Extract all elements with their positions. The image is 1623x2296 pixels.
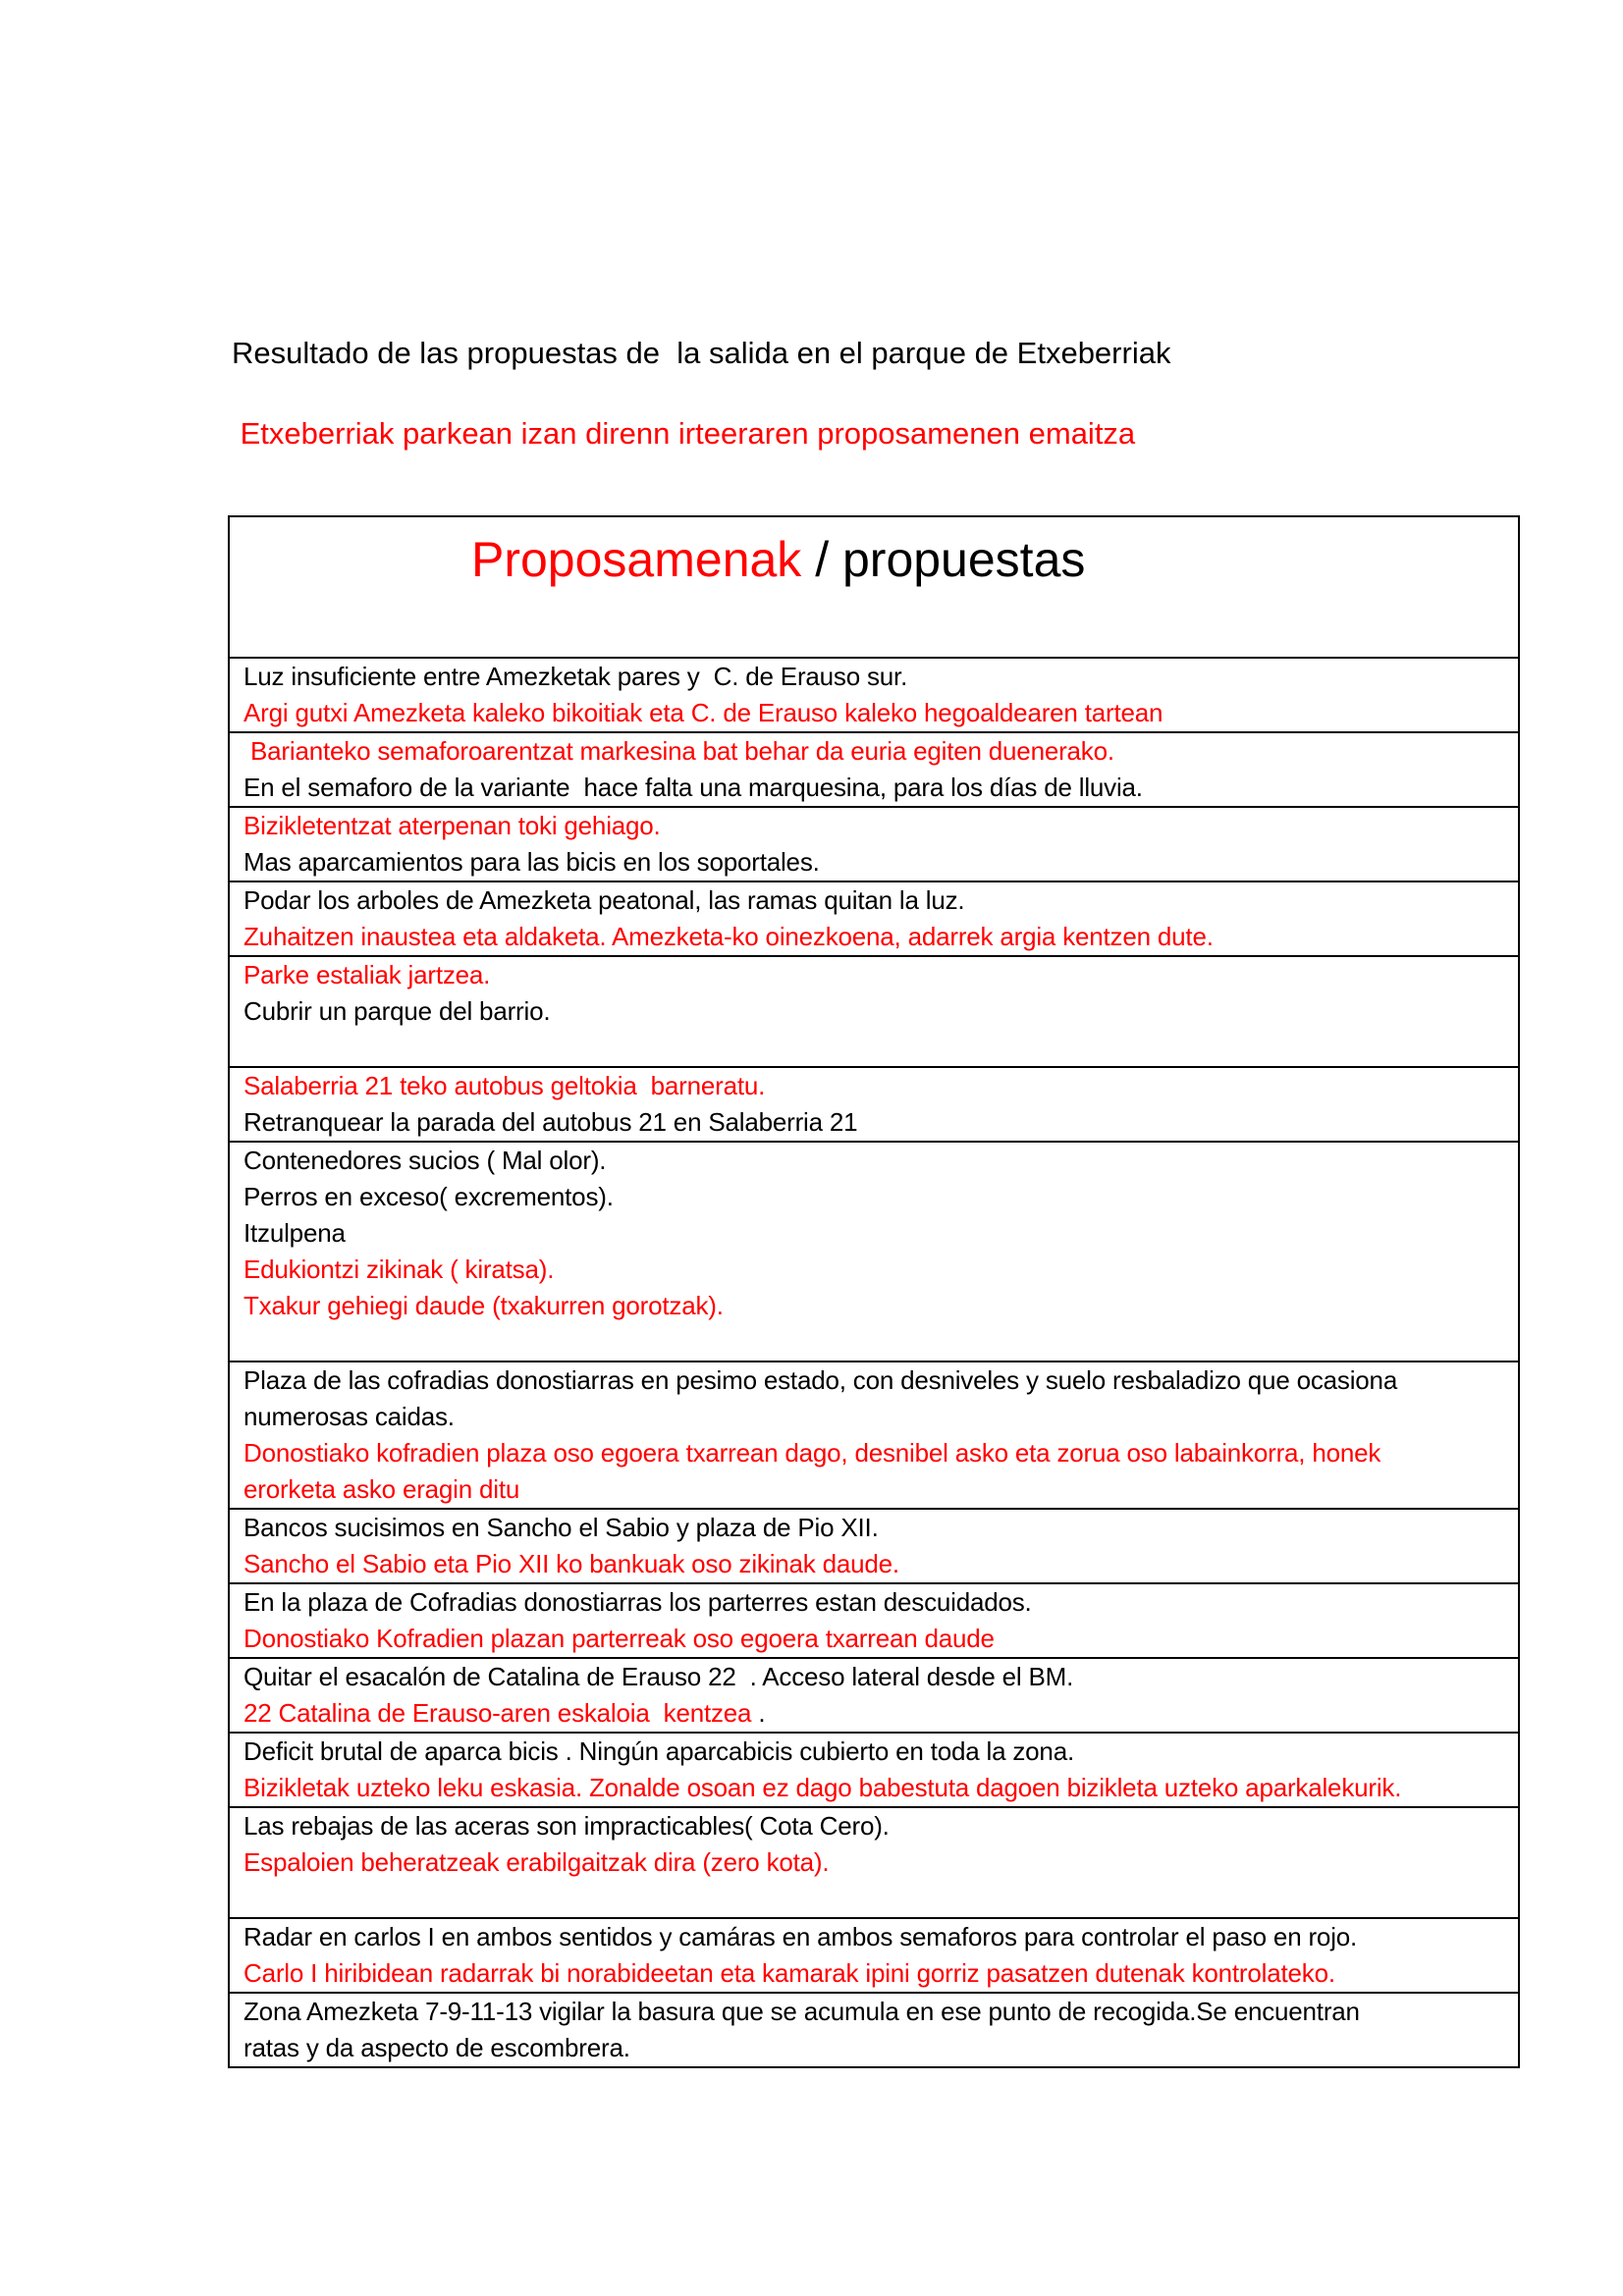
text-segment: Radar en carlos I en ambos sentidos y camáras en ambos semaforos para controlar el paso en rojo. [243, 1922, 1358, 1951]
text-segment: . [758, 1698, 766, 1728]
text-segment: Barianteko semaforoarentzat markesina bat behar da euria egiten duenerako. [243, 736, 1114, 766]
table-line [243, 1030, 1504, 1066]
table-line [243, 1734, 1504, 1770]
text-segment: numerosas caidas. [243, 1402, 455, 1431]
text-segment: Deficit brutal de aparca bicis . Ningún aparcabicis cubierto en toda la zona. [243, 1736, 1074, 1766]
table-line [243, 770, 1504, 806]
table-row [230, 1066, 1518, 1141]
text-segment: Zona Amezketa 7-9-11-13 vigilar la basura que se acumula en ese punto de recogida.Se encuentran [243, 1997, 1360, 2026]
table-row [230, 955, 1518, 1066]
text-segment: / propuestas [801, 532, 1086, 587]
table-row [230, 1657, 1518, 1732]
table-line [243, 733, 1504, 770]
text-segment: Bizikletentzat aterpenan toki gehiago. [243, 811, 661, 840]
table-line [243, 1695, 1504, 1732]
proposals-table [228, 515, 1520, 2068]
table-line [243, 1770, 1504, 1806]
table-line [243, 1215, 1504, 1252]
text-segment: Txakur gehiegi daude (txakurren gorotzak). [243, 1291, 724, 1320]
table-row [230, 806, 1518, 881]
table-line [243, 1252, 1504, 1288]
table-line [243, 1546, 1504, 1582]
table-line [243, 919, 1504, 955]
text-segment: En el semaforo de la variante hace falta una marquesina, para los días de lluvia. [243, 773, 1143, 802]
text-segment: Cubrir un parque del barrio. [243, 996, 551, 1026]
text-segment: Contenedores sucios ( Mal olor). [243, 1146, 607, 1175]
table-line [243, 659, 1504, 695]
table-row [230, 1917, 1518, 1992]
text-segment: Quitar el esacalón de Catalina de Erauso 22 . Acceso lateral desde el BM. [243, 1662, 1074, 1691]
table-line [243, 1143, 1504, 1179]
table-line [243, 1994, 1504, 2030]
text-segment: ratas y da aspecto de escombrera. [243, 2033, 630, 2062]
text-segment: 22 Catalina de Erauso-aren eskaloia kentzea [243, 1698, 759, 1728]
text-segment: Argi gutxi Amezketa kaleko bikoitiak eta C. de Erauso kaleko hegoaldearen tartean [243, 698, 1163, 727]
text-segment: Proposamenak [471, 532, 802, 587]
table-line [243, 1510, 1504, 1546]
text-segment: Bancos sucisimos en Sancho el Sabio y plaza de Pio XII. [243, 1513, 879, 1542]
text-segment: Mas aparcamientos para las bicis en los soportales. [243, 847, 820, 877]
table-line [243, 2030, 1504, 2066]
table-line [243, 957, 1504, 993]
table-header-row [230, 517, 1518, 657]
table-row [230, 1806, 1518, 1917]
table-row [230, 1582, 1518, 1657]
table-line [243, 993, 1504, 1030]
table-line [243, 1471, 1504, 1508]
table-line [243, 1844, 1504, 1881]
table-line [243, 695, 1504, 731]
table-line [243, 1621, 1504, 1657]
table-line [243, 1919, 1504, 1955]
text-segment: Carlo I hiribidean radarrak bi norabideetan eta kamarak ipini gorriz pasatzen dutenak kontrolateko. [243, 1958, 1335, 1988]
table-row [230, 1992, 1518, 2066]
doc-title: Resultado de las propuestas de la salida en el parque de Etxeberriak [232, 336, 1171, 370]
table-row [230, 1508, 1518, 1582]
text-segment: Podar los arboles de Amezketa peatonal, las ramas quitan la luz. [243, 885, 965, 915]
table-row [230, 731, 1518, 806]
text-segment: Las rebajas de las aceras son impracticables( Cota Cero). [243, 1811, 890, 1841]
table-row [230, 657, 1518, 731]
table-line [243, 1659, 1504, 1695]
text-segment: Sancho el Sabio eta Pio XII ko bankuak oso zikinak daude. [243, 1549, 899, 1578]
table-line [243, 1068, 1504, 1104]
text-segment: Retranquear la parada del autobus 21 en Salaberria 21 [243, 1107, 858, 1137]
text-segment: Plaza de las cofradias donostiarras en pesimo estado, con desniveles y suelo resbaladizo que ocasiona [243, 1365, 1398, 1395]
table-line [243, 1288, 1504, 1324]
text-segment: erorketa asko eragin ditu [243, 1474, 520, 1504]
table-row [230, 881, 1518, 955]
text-segment: En la plaza de Cofradias donostiarras los parterres estan descuidados. [243, 1587, 1032, 1617]
text-segment: Donostiako Kofradien plazan parterreak oso egoera txarrean daude [243, 1624, 995, 1653]
doc-subtitle: Etxeberriak parkean izan direnn irteeraren proposamenen emaitza [232, 416, 1136, 451]
table-line [243, 1584, 1504, 1621]
table-line [243, 1399, 1504, 1435]
table-row [230, 1361, 1518, 1508]
text-segment: Zuhaitzen inaustea eta aldaketa. Amezketa-ko oinezkoena, adarrek argia kentzen dute. [243, 922, 1214, 951]
text-segment: Parke estaliak jartzea. [243, 960, 491, 989]
table-line [243, 1362, 1504, 1399]
table-line [243, 1179, 1504, 1215]
table-line [243, 1324, 1504, 1361]
text-segment: Bizikletak uzteko leku eskasia. Zonalde osoan ez dago babestuta dagoen bizikleta uzteko aparkalekurik. [243, 1773, 1402, 1802]
text-segment: Perros en exceso( excrementos). [243, 1182, 614, 1211]
table-line [243, 1881, 1504, 1917]
text-segment: Espaloien beheratzeak erabilgaitzak dira (zero kota). [243, 1847, 830, 1877]
text-segment: Edukiontzi zikinak ( kiratsa). [243, 1255, 555, 1284]
table-row [230, 1141, 1518, 1361]
table-header-line [243, 517, 1504, 588]
table-line [243, 1808, 1504, 1844]
table-line [243, 882, 1504, 919]
table-line [243, 1955, 1504, 1992]
table-row [230, 1732, 1518, 1806]
table-line [243, 844, 1504, 881]
text-segment: Itzulpena [243, 1218, 346, 1248]
text-segment: Donostiako kofradien plaza oso egoera txarrean dago, desnibel asko eta zorua oso labainkorra, honek [243, 1438, 1381, 1468]
text-segment: Salaberria 21 teko autobus geltokia barneratu. [243, 1071, 766, 1100]
text-segment: Luz insuficiente entre Amezketak pares y C. de Erauso sur. [243, 662, 908, 691]
table-line [243, 1104, 1504, 1141]
table-line [243, 808, 1504, 844]
table-line [243, 1435, 1504, 1471]
